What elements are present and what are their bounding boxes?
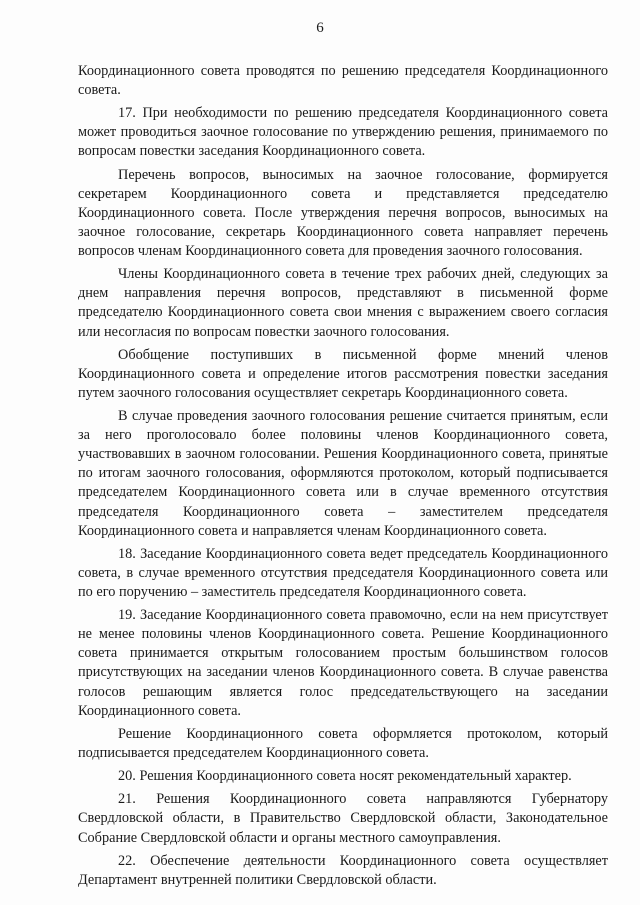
paragraph-question-list: Перечень вопросов, выносимых на заочное голосование, формируется секретарем Координационного совета и представляется председателю Координационного совета. После утверждения перечня вопросов, выносимых на заочное голосование, секретарь Координационного совета направляет перечень вопросов членам Координационного совета для проведения заочного голосования. (78, 166, 608, 260)
paragraph-item-20: 20. Решения Координационного совета носят рекомендательный характер. (118, 768, 572, 785)
document-body (78, 62, 608, 894)
paragraph-continuation: Координационного совета проводятся по решению председателя Координационного совета. (78, 63, 608, 99)
paragraph-item-17: 17. При необходимости по решению председателя Координационного совета может проводиться заочное голосование по утверждению решения, принимаемого по вопросам повестки заседания Координационного совета. (78, 105, 608, 160)
paragraph-item-19: 19. Заседание Координационного совета правомочно, если на нем присутствует не менее половины членов Координационного совета. Решение Координационного совета принимается открытым голосованием простым большинством голосов присутствующих на заседании членов Координационного совета. В случае равенства голосов решающим является голос председательствующего на заседании Координационного совета. (78, 607, 608, 719)
paragraph-item-22: 22. Обеспечение деятельности Координационного совета осуществляет Департамент внутренней политики Свердловской области. (78, 852, 608, 888)
page-number: 6 (316, 20, 324, 36)
paragraph-absentee-decision: В случае проведения заочного голосования решение считается принятым, если за него проголосовало более половины членов Координационного совета, участвовавших в заочном голосовании. Решения Координационного совета, принятые по итогам заочного голосования, оформляются протоколом, который подписывается председателем Координационного совета или в случае временного отсутствия председателя Координационного совета – заместителем председателя Координационного совета и направляется членам Координационного совета. (78, 408, 608, 539)
paragraph-summary: Обобщение поступивших в письменной форме мнений членов Координационного совета и определение итогов рассмотрения повестки заседания путем заочного голосования осуществляет секретарь Координационного совета. (78, 346, 608, 401)
paragraph-item-18: 18. Заседание Координационного совета ведет председатель Координационного совета, в случае временного отсутствия председателя Координационного совета или по его поручению – заместитель председателя Координационного совета. (78, 545, 608, 600)
paragraph-protocol: Решение Координационного совета оформляется протоколом, который подписывается председателем Координационного совета. (78, 725, 608, 761)
paragraph-member-opinions: Члены Координационного совета в течение трех рабочих дней, следующих за днем направления перечня вопросов, представляют в письменной форме председателю Координационного совета свои мнения с выражением своего согласия или несогласия по вопросам повестки заочного голосования. (78, 266, 608, 340)
paragraph-item-21: 21. Решения Координационного совета направляются Губернатору Свердловской области, в Правительство Свердловской области, Законодательное Собрание Свердловской области и органы местного самоуправления. (78, 791, 608, 846)
